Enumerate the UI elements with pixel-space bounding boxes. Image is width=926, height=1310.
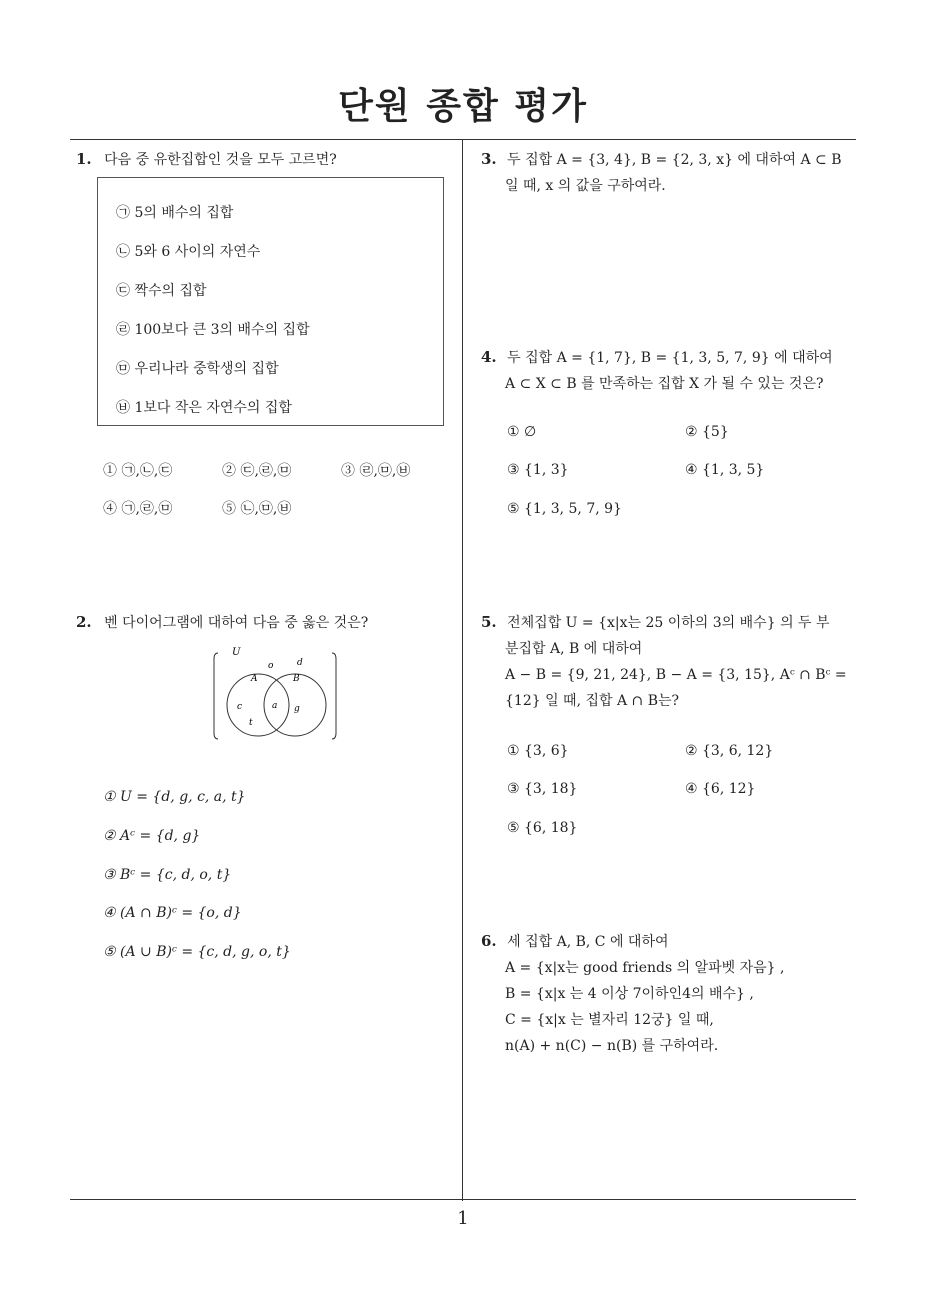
question-number: 1. (76, 150, 92, 168)
venn-label-B: B (293, 674, 300, 684)
question-text-line: C = {x|x 는 별자리 12궁} 일 때, (505, 1012, 714, 1028)
answer-choice[interactable]: ③ ㉣,㉤,㉥ (341, 463, 411, 479)
question-number: 3. (481, 150, 497, 168)
answer-choice[interactable]: ① {3, 6} (507, 743, 569, 759)
box-item: ㉤ 우리나라 중학생의 집합 (116, 361, 279, 377)
venn-label-a: a (272, 701, 278, 711)
answer-choice[interactable]: ① ㉠,㉡,㉢ (103, 463, 173, 479)
venn-label-o: o (268, 661, 274, 671)
question-text-line: B = {x|x 는 4 이상 7이하인4의 배수} , (505, 986, 754, 1002)
answer-choice[interactable]: ④ (A ∩ B)ᶜ = {o, d} (103, 905, 242, 921)
question-text-line: 분집합 A, B 에 대하여 (505, 641, 643, 657)
question-4 (481, 344, 861, 397)
column-divider (462, 139, 463, 1201)
venn-label-d: d (297, 658, 303, 668)
venn-label-t: t (249, 718, 253, 728)
question-5 (481, 609, 861, 714)
question-text-line: A = {x|x는 good friends 의 알파벳 자음} , (505, 960, 785, 976)
question-text-line: {12} 일 때, 집합 A ∩ B는? (505, 693, 680, 709)
question-text-line: 전체집합 U = {x|x는 25 이하의 3의 배수} 의 두 부 (507, 615, 830, 631)
venn-label-A: A (251, 674, 258, 684)
answer-choice[interactable]: ③ {1, 3} (507, 462, 569, 478)
answer-choice[interactable]: ① ∅ (507, 424, 537, 440)
box-item: ㉥ 1보다 작은 자연수의 집합 (116, 400, 292, 416)
question-6 (481, 928, 861, 1059)
page-title: 단원 종합 평가 (338, 86, 588, 127)
question-number: 4. (481, 348, 497, 366)
question-text-line: A − B = {9, 21, 24}, B − A = {3, 15}, Aᶜ ∩ Bᶜ = (505, 667, 847, 683)
top-rule (70, 139, 856, 140)
answer-choice[interactable]: ① U = {d, g, c, a, t} (103, 789, 246, 805)
answer-choice[interactable]: ④ {1, 3, 5} (685, 462, 765, 478)
question-text-line: n(A) + n(C) − n(B) 를 구하여라. (505, 1038, 719, 1054)
box-item: ㉢ 짝수의 집합 (116, 283, 207, 299)
question-number: 5. (481, 613, 497, 631)
box-item: ㉠ 5의 배수의 집합 (116, 205, 234, 221)
page-number: 1 (457, 1208, 469, 1229)
question-2 (76, 609, 368, 636)
answer-choice[interactable]: ③ Bᶜ = {c, d, o, t} (103, 867, 232, 883)
question-number: 2. (76, 613, 92, 631)
question-text-line: 두 집합 A = {3, 4}, B = {2, 3, x} 에 대하여 A ⊂ B (507, 152, 842, 168)
condition-box (97, 177, 444, 426)
question-text: 다음 중 유한집합인 것을 모두 고르면? (104, 152, 337, 168)
question-text-line: 두 집합 A = {1, 7}, B = {1, 3, 5, 7, 9} 에 대하여 (507, 350, 833, 366)
question-text-line: 세 집합 A, B, C 에 대하여 (507, 934, 669, 950)
question-3 (481, 146, 861, 199)
question-text-line: 일 때, x 의 값을 구하여라. (505, 178, 666, 194)
venn-diagram (210, 645, 340, 743)
box-item: ㉡ 5와 6 사이의 자연수 (116, 244, 261, 260)
answer-choice[interactable]: ⑤ (A ∪ B)ᶜ = {c, d, g, o, t} (103, 944, 291, 960)
answer-choice[interactable]: ② {3, 6, 12} (685, 743, 774, 759)
answer-choice[interactable]: ③ {3, 18} (507, 781, 578, 797)
answer-choice[interactable]: ⑤ {6, 18} (507, 820, 578, 836)
question-text: 벤 다이어그램에 대하여 다음 중 옳은 것은? (104, 615, 369, 631)
answer-choice[interactable]: ② Aᶜ = {d, g} (103, 828, 201, 844)
question-1 (76, 146, 337, 173)
question-text-line: A ⊂ X ⊂ B 를 만족하는 집합 X 가 될 수 있는 것은? (505, 376, 824, 392)
venn-label-c: c (237, 702, 243, 712)
answer-choice[interactable]: ⑤ {1, 3, 5, 7, 9} (507, 501, 622, 517)
answer-choice[interactable]: ⑤ ㉡,㉤,㉥ (222, 501, 292, 517)
answer-choice[interactable]: ② {5} (685, 424, 729, 440)
question-number: 6. (481, 932, 497, 950)
answer-choice[interactable]: ④ ㉠,㉣,㉤ (103, 501, 173, 517)
venn-label-U: U (232, 647, 241, 658)
venn-label-g: g (294, 704, 300, 714)
box-item: ㉣ 100보다 큰 3의 배수의 집합 (116, 322, 310, 338)
answer-choice[interactable]: ④ {6, 12} (685, 781, 756, 797)
bottom-rule (70, 1199, 856, 1200)
answer-choice[interactable]: ② ㉢,㉣,㉤ (222, 463, 292, 479)
